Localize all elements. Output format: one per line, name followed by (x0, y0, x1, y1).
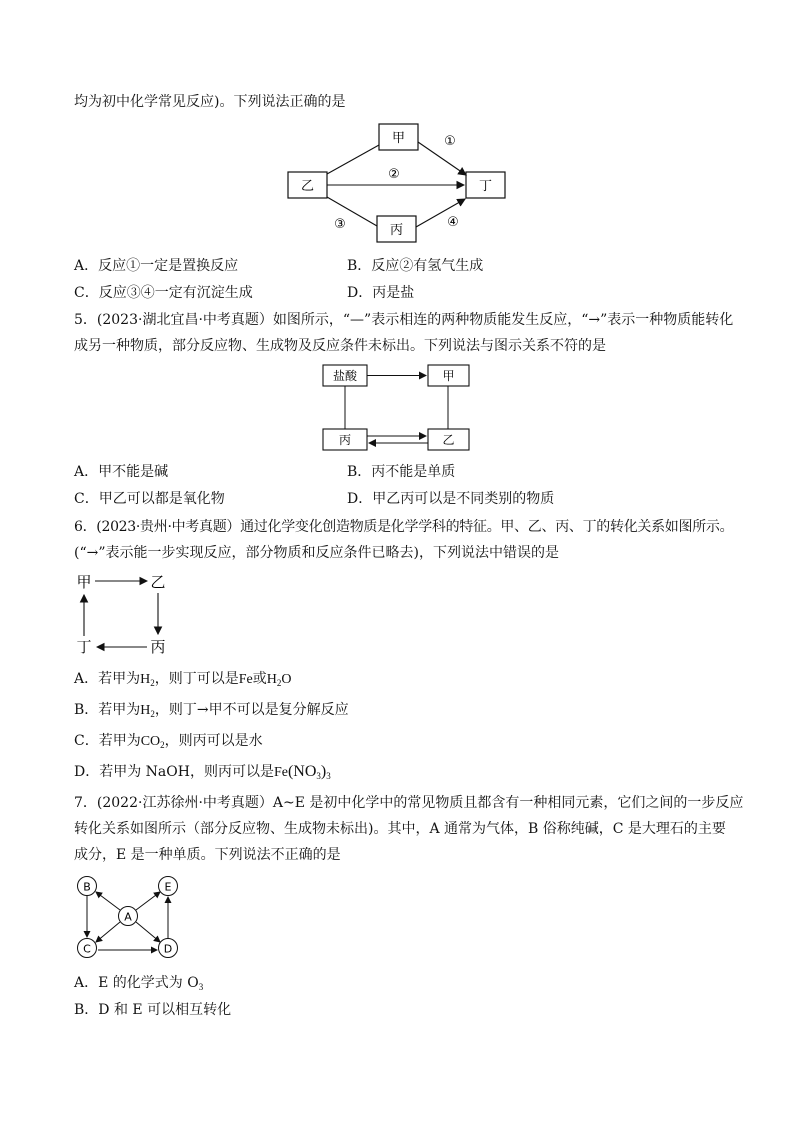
q5-diagram (318, 362, 478, 458)
q4-option-d: D．丙是盐 (347, 285, 415, 301)
q4-stem-tail: 均为初中化学常见反应)。下列说法正确的是 (74, 94, 346, 110)
q5-stem-line-1: 5．(2023·湖北宜昌·中考真题）如图所示，“—”表示相连的两种物质能发生反应，“→”表示一种物质能转化 (74, 312, 734, 328)
q7-node-c: C (83, 942, 91, 956)
q7-arrow-a-e (136, 892, 160, 910)
q5-stem-line-2: 成另一种物质，部分反应物、生成物及反应条件未标出。下列说法与图示关系不符的是 (74, 338, 606, 354)
q4-arrow-1 (418, 142, 466, 175)
q6-diagram (70, 568, 180, 660)
q6-option-d: D．若甲为 NaOH，则丙可以是$Fe(NO_3)_3$ (74, 763, 331, 781)
q5-node-yansuan: 盐酸 (332, 369, 358, 383)
q4-line-yi-jia (327, 145, 379, 174)
q4-node-yi: 乙 (300, 179, 315, 194)
q4-diagram (280, 118, 520, 248)
q7-arrow-a-b (96, 892, 120, 910)
q6-option-b: B．若甲为$H_2$，则丁→甲不可以是复分解反应 (74, 702, 349, 719)
q5-option-c: C．甲乙可以都是氧化物 (74, 491, 225, 507)
q5-option-a: A．甲不能是碱 (74, 464, 169, 480)
q4-option-c: C．反应③④一定有沉淀生成 (74, 285, 253, 301)
q6-option-c: C．若甲为$CO_2$，则丙可以是水 (74, 733, 263, 750)
q6-option-a: A．若甲为$H_2$，则丁可以是Fe或$H_2O$ (74, 671, 292, 688)
q6-node-ding: 丁 (76, 638, 92, 656)
q7-node-b: B (83, 880, 91, 894)
q4-option-b: B．反应②有氢气生成 (347, 258, 484, 274)
q7-stem-line-2: 转化关系如图所示（部分反应物、生成物未标出)。其中，A 通常为气体，B 俗称纯碱，C 是大理石的主要 (74, 821, 726, 837)
q7-diagram (70, 870, 190, 966)
q6-node-jia: 甲 (76, 573, 92, 591)
q5-node-jia: 甲 (442, 369, 455, 383)
q6-stem-line-2: (“→”表示能一步实现反应，部分物质和反应条件已略去)，下列说法中错误的是 (74, 545, 559, 561)
q4-label-3: ③ (334, 217, 346, 232)
q7-stem-line-1: 7．(2022·江苏徐州·中考真题）A~E 是初中化学中的常见物质且都含有一种相同元素，它们之间的一步反应 (74, 795, 744, 811)
q7-option-a: A．E 的化学式为 $O_3$ (74, 975, 204, 992)
q4-label-4: ④ (447, 215, 459, 230)
q7-node-d: D (163, 942, 173, 956)
q6-stem-line-1: 6．(2023·贵州·中考真题）通过化学变化创造物质是化学学科的特征。甲、乙、丙、丁的转化关系如图所示。 (74, 519, 734, 535)
q7-option-b: B．D 和 E 可以相互转化 (74, 1002, 232, 1018)
q5-option-d: D．甲乙丙可以是不同类别的物质 (347, 491, 555, 507)
q7-node-e: E (164, 880, 172, 894)
q6-node-yi: 乙 (150, 573, 166, 591)
q7-arrow-a-d (136, 922, 160, 942)
q4-node-jia: 甲 (391, 131, 406, 146)
q7-stem-line-3: 成分，E 是一种单质。下列说法不正确的是 (74, 847, 341, 863)
q6-node-bing: 丙 (150, 638, 166, 656)
q4-label-1: ① (444, 134, 456, 149)
q4-node-bing: 丙 (389, 223, 404, 238)
q4-option-a: A．反应①一定是置换反应 (74, 258, 239, 274)
q4-node-ding: 丁 (478, 179, 493, 194)
q7-arrow-a-c (96, 922, 120, 942)
q7-node-a: A (124, 910, 132, 924)
q5-node-bing: 丙 (338, 433, 352, 447)
q4-label-2: ② (388, 167, 400, 182)
q5-node-yi: 乙 (442, 433, 455, 447)
q5-option-b: B．丙不能是单质 (347, 464, 456, 480)
